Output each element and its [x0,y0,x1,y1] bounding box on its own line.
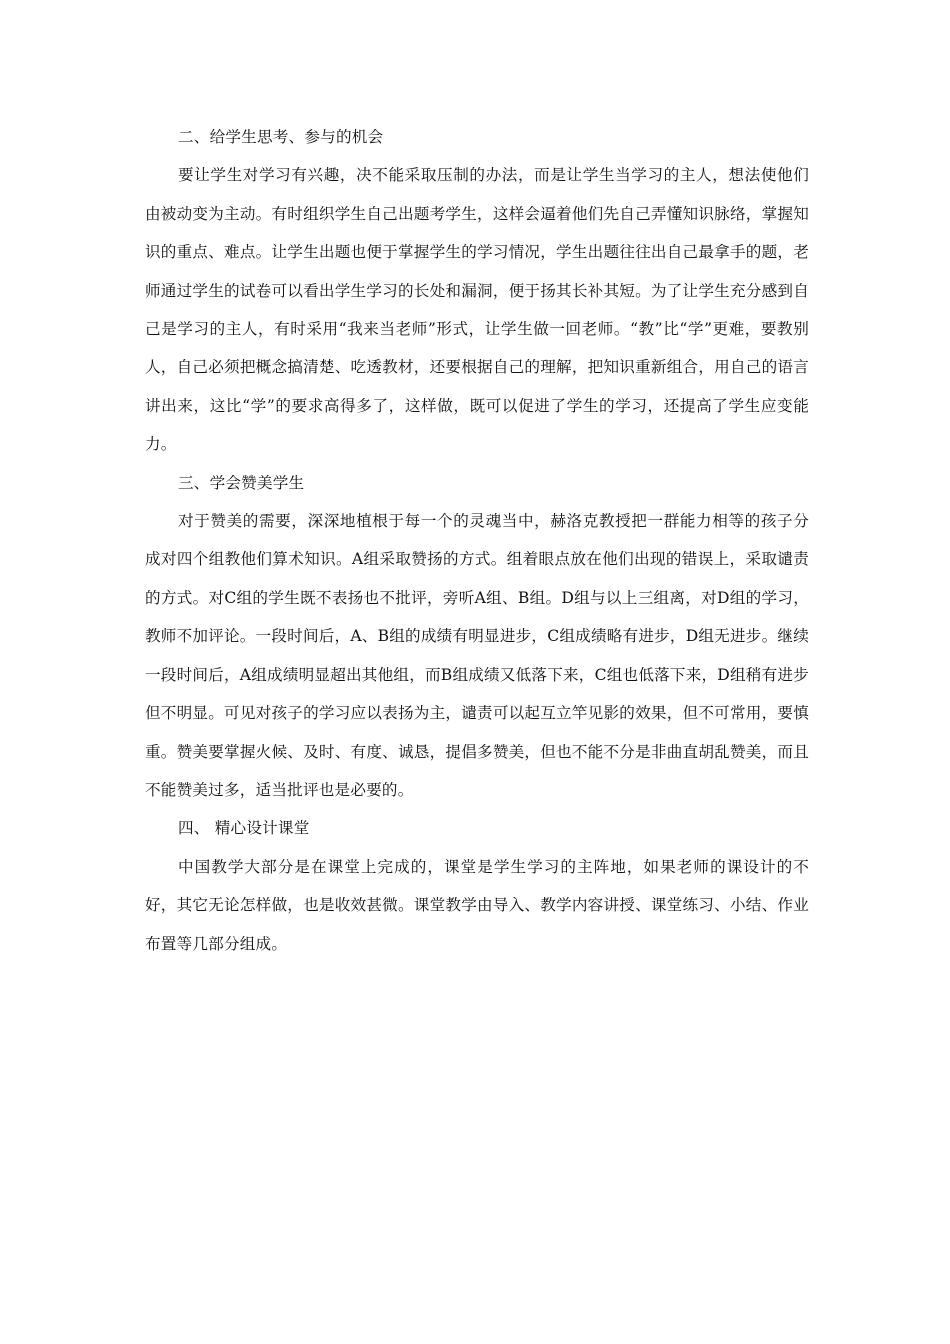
section-paragraph-4: 中国教学大部分是在课堂上完成的，课堂是学生学习的主阵地，如果老师的课设计的不好，其它无论怎样做，也是收效甚微。课堂教学由导入、教学内容讲授、课堂练习、小结、作业布置等几部分组成。 [145,857,809,953]
document-body [145,118,809,963]
section-paragraph-3: 对于赞美的需要，深深地植根于每一个的灵魂当中，赫洛克教授把一群能力相等的孩子分成对四个组教他们算术知识。A组采取赞扬的方式。组着眼点放在他们出现的错误上，采取谴责的方式。对C组的学生既不表扬也不批评，旁听A组、B组。D组与以上三组离，对D组的学习，教师不加评论。一段时间后，A、B组的成绩有明显进步，C组成绩略有进步，D组无进步。继续一段时间后，A组成绩明显超出其他组，而B组成绩又低落下来，C组也低落下来，D组稍有进步但不明显。可见对孩子的学习应以表扬为主，谴责可以起互立竿见影的效果，但不可常用，要慎重。赞美要掌握火候、及时、有度、诚恳，提倡多赞美，但也不能不分是非曲直胡乱赞美，而且不能赞美过多，适当批评也是必要的。 [145,512,809,799]
section-heading-3: 三、学会赞美学生 [178,473,305,492]
section-paragraph-2: 要让学生对学习有兴趣，决不能采取压制的办法，而是让学生当学习的主人，想法使他们由被动变为主动。有时组织学生自己出题考学生，这样会逼着他们先自己弄懂知识脉络，掌握知识的重点、难点。让学生出题也便于掌握学生的学习情况，学生出题往往出自己最拿手的题，老师通过学生的试卷可以看出学生学习的长处和漏洞，便于扬其长补其短。为了让学生充分感到自己是学习的主人，有时采用“我来当老师”形式，让学生做一回老师。“教”比“学”更难，要教别人，自己必须把概念搞清楚、吃透教材，还要根据自己的理解，把知识重新组合，用自己的语言讲出来，这比“学”的要求高得多了，这样做，既可以促进了学生的学习，还提高了学生应变能力。 [145,166,809,454]
section-heading-2: 二、给学生思考、参与的机会 [178,128,384,146]
section-heading-4: 四、 精心设计课堂 [178,819,310,838]
